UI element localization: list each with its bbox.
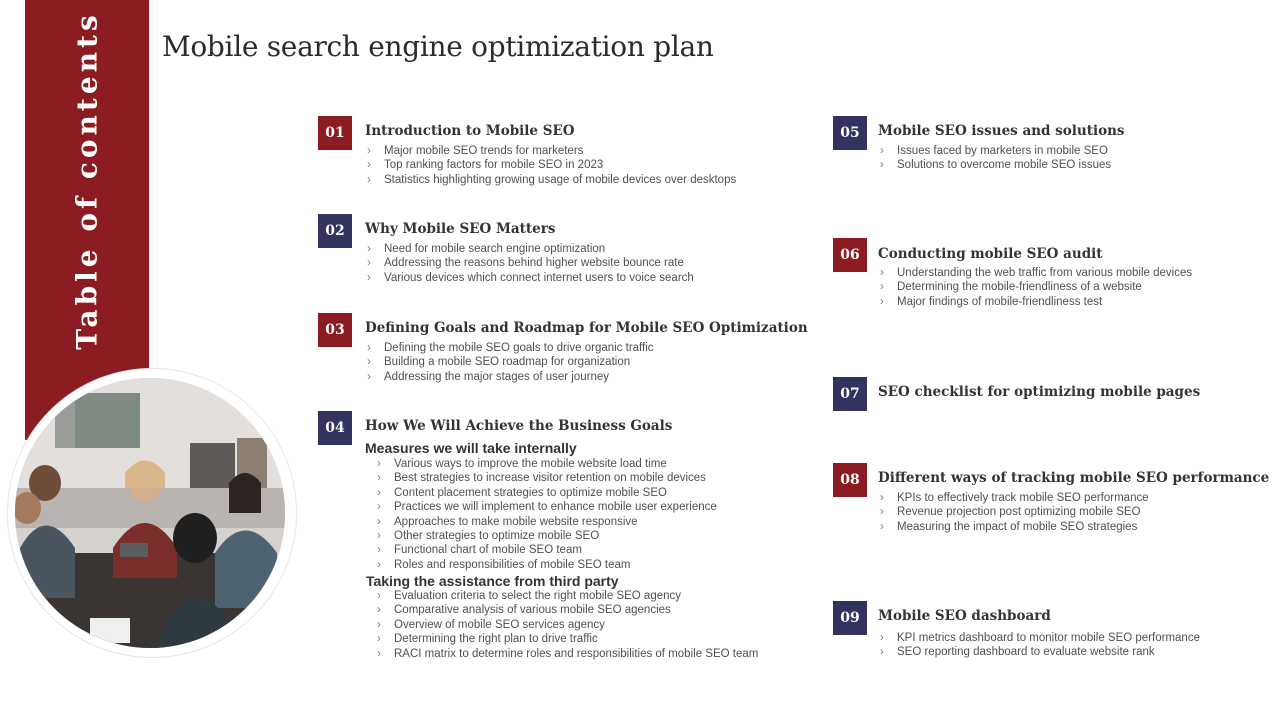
list-item[interactable]: › Statistics highlighting growing usage of mobile devices over desktops <box>365 173 736 187</box>
section-number-badge: 08 <box>833 463 867 497</box>
section-title[interactable]: Mobile SEO dashboard <box>878 608 1051 624</box>
subheading-third-party: Taking the assistance from third party <box>366 573 619 589</box>
list-item[interactable]: › Approaches to make mobile website responsive <box>375 515 717 529</box>
list-item[interactable]: › Defining the mobile SEO goals to drive organic traffic <box>365 341 654 355</box>
list-item[interactable]: › Understanding the web traffic from various mobile devices <box>878 266 1192 280</box>
section-title[interactable]: SEO checklist for optimizing mobile pages <box>878 384 1201 400</box>
section-title[interactable]: Conducting mobile SEO audit <box>878 246 1103 262</box>
list-item[interactable]: › Overview of mobile SEO services agency <box>375 618 758 632</box>
list-item[interactable]: › Best strategies to increase visitor retention on mobile devices <box>375 471 717 485</box>
sidebar-title: Table of contents <box>70 10 104 350</box>
list-item[interactable]: › Building a mobile SEO roadmap for organization <box>365 355 654 369</box>
section-items <box>365 242 694 285</box>
list-item[interactable]: › Other strategies to optimize mobile SEO <box>375 529 717 543</box>
list-item[interactable]: › RACI matrix to determine roles and responsibilities of mobile SEO team <box>375 647 758 661</box>
section-title[interactable]: Different ways of tracking mobile SEO performance <box>878 470 1270 486</box>
section-title[interactable]: Introduction to Mobile SEO <box>365 123 575 139</box>
section-items <box>878 491 1149 534</box>
section-title[interactable]: Why Mobile SEO Matters <box>365 221 556 237</box>
list-item[interactable]: › Addressing the major stages of user journey <box>365 370 654 384</box>
section-number-badge: 01 <box>318 116 352 150</box>
list-item[interactable]: › Content placement strategies to optimize mobile SEO <box>375 486 717 500</box>
section-number-badge: 09 <box>833 601 867 635</box>
list-item[interactable]: › Top ranking factors for mobile SEO in 2023 <box>365 158 736 172</box>
section-number-badge: 05 <box>833 116 867 150</box>
section-title[interactable]: How We Will Achieve the Business Goals <box>365 418 673 434</box>
section-items-internal <box>375 457 717 572</box>
list-item[interactable]: › Addressing the reasons behind higher website bounce rate <box>365 256 694 270</box>
list-item[interactable]: › Various ways to improve the mobile website load time <box>375 457 717 471</box>
section-items <box>365 144 736 187</box>
list-item[interactable]: › Practices we will implement to enhance mobile user experience <box>375 500 717 514</box>
list-item[interactable]: › Major mobile SEO trends for marketers <box>365 144 736 158</box>
list-item[interactable]: › Major findings of mobile-friendliness test <box>878 295 1192 309</box>
list-item[interactable]: › Roles and responsibilities of mobile SEO team <box>375 558 717 572</box>
list-item[interactable]: › Need for mobile search engine optimization <box>365 242 694 256</box>
section-number-badge: 07 <box>833 377 867 411</box>
list-item[interactable]: › Determining the right plan to drive traffic <box>375 632 758 646</box>
list-item[interactable]: › SEO reporting dashboard to evaluate website rank <box>878 645 1200 659</box>
section-title[interactable]: Mobile SEO issues and solutions <box>878 123 1125 139</box>
list-item[interactable]: › KPIs to effectively track mobile SEO performance <box>878 491 1149 505</box>
page-title: Mobile search engine optimization plan <box>162 30 714 63</box>
section-title[interactable]: Defining Goals and Roadmap for Mobile SEO Optimization <box>365 320 808 336</box>
section-number-badge: 04 <box>318 411 352 445</box>
list-item[interactable]: › Functional chart of mobile SEO team <box>375 543 717 557</box>
section-items <box>878 266 1192 309</box>
meeting-photo-illustration <box>15 378 285 648</box>
list-item[interactable]: › Revenue projection post optimizing mobile SEO <box>878 505 1149 519</box>
list-item[interactable]: › Evaluation criteria to select the right mobile SEO agency <box>375 589 758 603</box>
list-item[interactable]: › Comparative analysis of various mobile SEO agencies <box>375 603 758 617</box>
section-items <box>878 631 1200 660</box>
meeting-photo <box>15 378 285 648</box>
list-item[interactable]: › KPI metrics dashboard to monitor mobile SEO performance <box>878 631 1200 645</box>
section-number-badge: 06 <box>833 238 867 272</box>
list-item[interactable]: › Determining the mobile-friendliness of a website <box>878 280 1192 294</box>
section-number-badge: 02 <box>318 214 352 248</box>
subheading-internal: Measures we will take internally <box>365 440 577 456</box>
list-item[interactable]: › Various devices which connect internet users to voice search <box>365 271 694 285</box>
section-items <box>878 144 1111 173</box>
list-item[interactable]: › Solutions to overcome mobile SEO issues <box>878 158 1111 172</box>
section-number-badge: 03 <box>318 313 352 347</box>
sidebar-title-wrap <box>25 0 149 360</box>
list-item[interactable]: › Measuring the impact of mobile SEO strategies <box>878 520 1149 534</box>
section-items <box>365 341 654 384</box>
section-items-third-party <box>375 589 758 661</box>
list-item[interactable]: › Issues faced by marketers in mobile SEO <box>878 144 1111 158</box>
